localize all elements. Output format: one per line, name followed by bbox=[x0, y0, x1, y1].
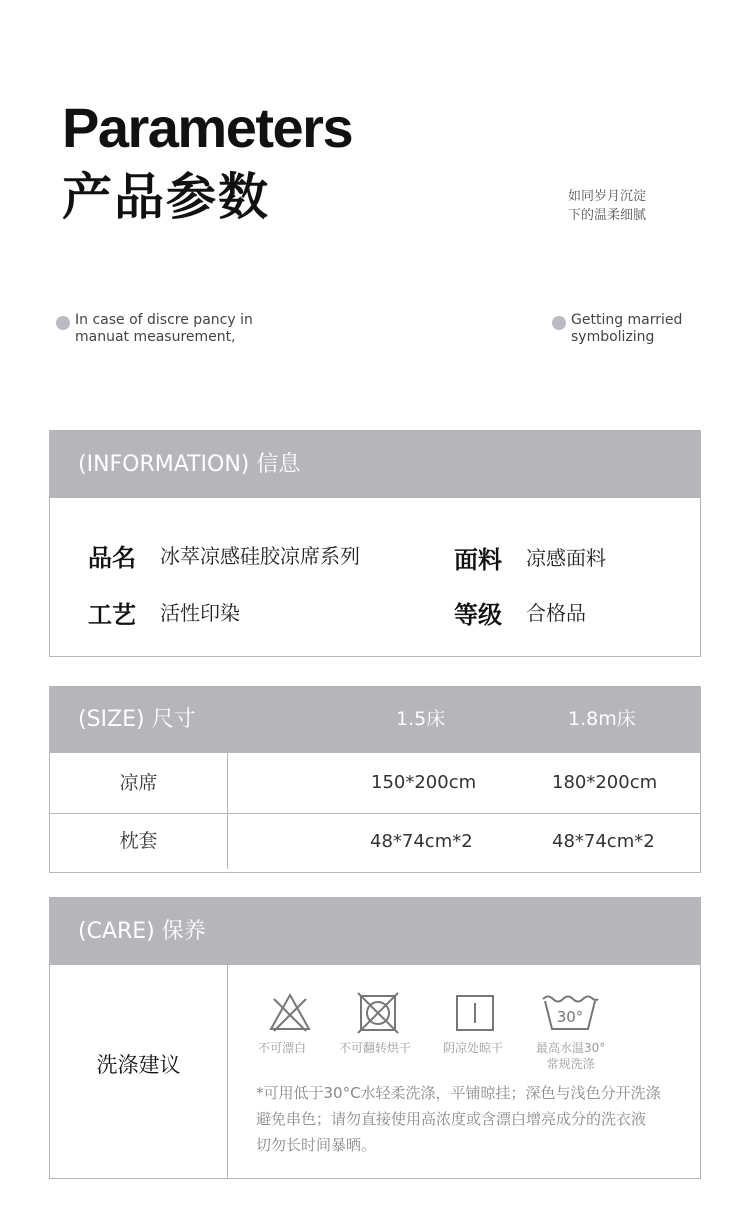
page-title-en: Parameters bbox=[62, 96, 353, 159]
tagline bbox=[568, 187, 646, 225]
info-key: 品名 bbox=[88, 544, 136, 572]
row-cell-2: 48*74cm*2 bbox=[552, 831, 655, 852]
size-heading-bar bbox=[50, 687, 700, 752]
info-key: 工艺 bbox=[88, 601, 136, 629]
note-left-line-2: manuat measurement, bbox=[75, 329, 236, 345]
icon-label: 不可漂白 bbox=[258, 1041, 307, 1055]
tagline-line-2: 下的温柔细腻 bbox=[568, 208, 647, 223]
row-cell-1: 48*74cm*2 bbox=[370, 831, 473, 852]
table-row bbox=[50, 752, 700, 813]
info-value: 合格品 bbox=[526, 601, 586, 625]
information-grid bbox=[50, 498, 700, 658]
care-text-line-1: *可用低于30°C水轻柔洗涤，平铺晾挂；深色与浅色分开洗涤 bbox=[256, 1084, 661, 1102]
row-cell-1: 150*200cm bbox=[371, 772, 477, 793]
tagline-line-1: 如同岁月沉淀 bbox=[568, 189, 647, 204]
table-row bbox=[50, 813, 700, 869]
size-col-header-2: 1.8m床 bbox=[568, 708, 636, 730]
info-value: 冰萃凉感硅胶凉席系列 bbox=[160, 544, 360, 568]
information-heading: (INFORMATION) 信息 bbox=[50, 431, 700, 498]
care-instructions bbox=[256, 1080, 696, 1158]
care-text-line-3: 切勿长时间暴晒。 bbox=[256, 1136, 377, 1154]
line-dry-shade-icon bbox=[453, 991, 497, 1035]
info-value: 活性印染 bbox=[160, 601, 240, 625]
note-left-line-1: In case of discre pancy in bbox=[75, 312, 253, 328]
size-heading: (SIZE) 尺寸 bbox=[78, 707, 196, 732]
icon-label bbox=[536, 1040, 605, 1072]
note-right-line-1: Getting married bbox=[571, 312, 683, 328]
icon-label-line-2: 常规洗涤 bbox=[546, 1057, 595, 1071]
icon-label: 不可翻转烘干 bbox=[339, 1041, 412, 1055]
row-cell-2: 180*200cm bbox=[552, 772, 658, 793]
no-tumble-dry-icon bbox=[356, 991, 400, 1035]
care-section bbox=[49, 897, 701, 1179]
bullet-dot-icon bbox=[552, 316, 566, 330]
info-key: 面料 bbox=[454, 546, 502, 574]
row-label: 枕套 bbox=[50, 814, 228, 869]
wash-temp-label: 30° bbox=[556, 1008, 584, 1026]
info-key: 等级 bbox=[454, 601, 502, 629]
row-label: 凉席 bbox=[50, 753, 228, 813]
note-right bbox=[552, 312, 682, 346]
info-value: 凉感面料 bbox=[526, 546, 606, 570]
page-title-cn: 产品参数 bbox=[62, 168, 270, 226]
care-text-line-2: 避免串色；请勿直接使用高浓度或含漂白增亮成分的洗衣液 bbox=[256, 1110, 647, 1128]
care-label: 洗涤建议 bbox=[50, 965, 228, 1178]
care-body bbox=[50, 965, 700, 1178]
information-section bbox=[49, 430, 701, 657]
wash-30-icon bbox=[540, 991, 600, 1035]
icon-label-line-1: 最高水温30° bbox=[536, 1041, 606, 1055]
bullet-dot-icon bbox=[56, 316, 70, 330]
size-col-header-1: 1.5床 bbox=[396, 708, 446, 730]
icon-label: 阴凉处晾干 bbox=[443, 1041, 504, 1055]
note-left bbox=[56, 312, 253, 346]
note-right-line-2: symbolizing bbox=[571, 329, 655, 345]
no-bleach-icon bbox=[268, 991, 312, 1035]
care-heading: (CARE) 保养 bbox=[50, 898, 700, 965]
size-section bbox=[49, 686, 701, 873]
